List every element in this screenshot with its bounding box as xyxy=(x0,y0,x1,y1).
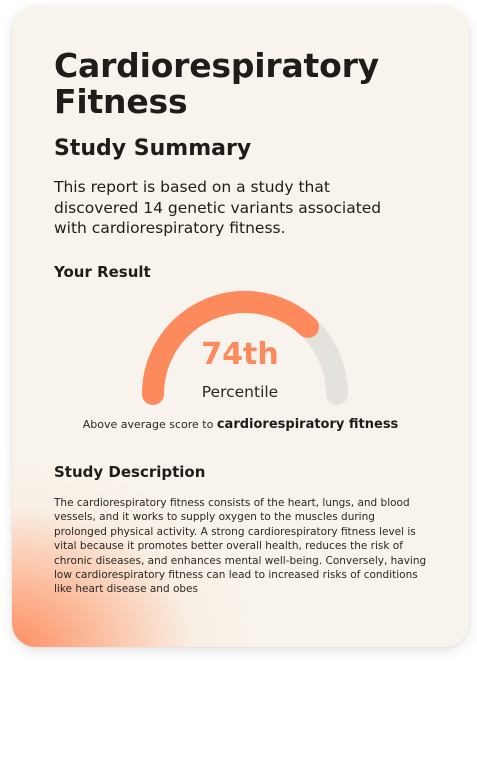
result-caption xyxy=(32,417,449,432)
result-caption-prefix: Above average score to xyxy=(82,418,217,431)
report-card xyxy=(12,6,469,647)
page-title: Cardiorespiratory Fitness xyxy=(54,46,379,121)
study-description-heading: Study Description xyxy=(54,463,206,481)
study-summary-heading: Study Summary xyxy=(54,136,252,161)
study-description-text: The cardiorespiratory fitness consists of the heart, lungs, and blood vessels, and it works to supply oxygen to the muscles during prolonged physical activity. A strong cardiorespiratory fitness level is vital because it promotes better overall health, reduces the risk of chronic diseases, and enhances mental well-being. Conversely, having low cardiorespiratory fitness can lead to increased risks of conditions like heart disease and obes xyxy=(54,497,427,596)
percentile-value: 74th xyxy=(201,337,279,372)
your-result-heading: Your Result xyxy=(54,263,151,281)
study-summary-text: This report is based on a study that discovered 14 genetic variants associated with cardiorespiratory fitness. xyxy=(54,178,382,237)
percentile-unit-label: Percentile xyxy=(201,383,279,401)
result-caption-emphasis: cardiorespiratory fitness xyxy=(216,417,399,432)
